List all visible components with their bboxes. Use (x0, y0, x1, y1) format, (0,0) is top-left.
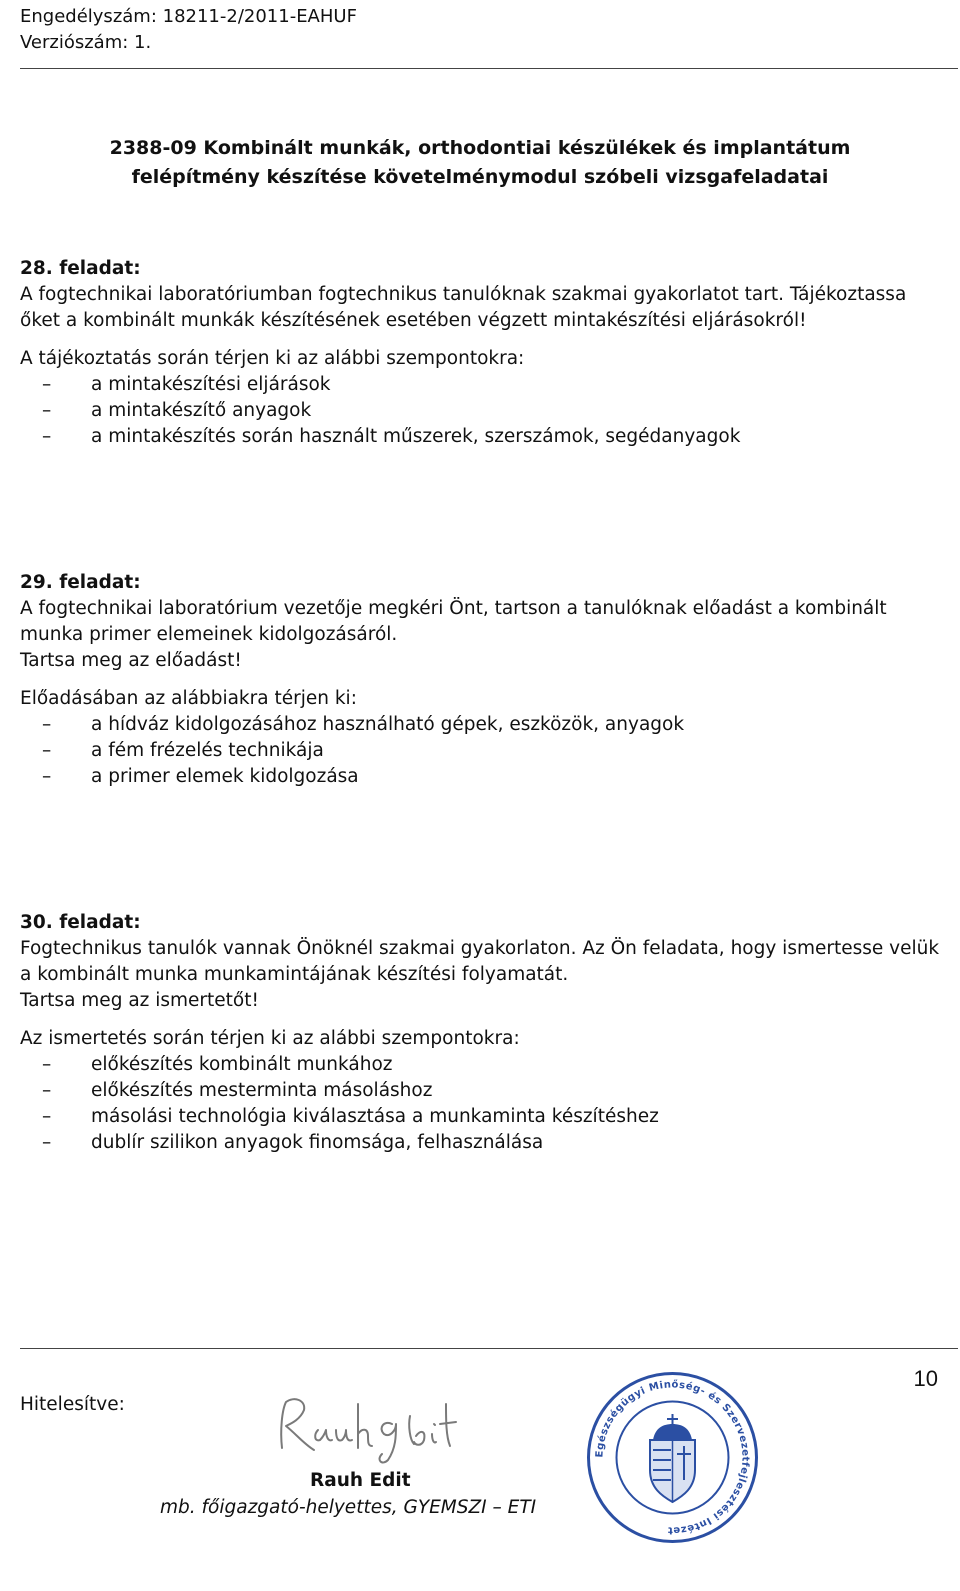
dash-bullet-icon: – (42, 1132, 52, 1153)
page-number: 10 (913, 1366, 938, 1391)
certified-label: Hitelesítve: (20, 1394, 125, 1415)
handwritten-signature (270, 1390, 480, 1470)
task-bullet-list (20, 712, 940, 790)
task-intro: Előadásában az alábbiakra térjen ki: (20, 688, 357, 709)
task-28 (20, 256, 940, 450)
list-item: – a primer elemek kidolgozása (20, 764, 940, 790)
title-line-1: 2388-09 Kombinált munkák, orthodontiai készülékek és implantátum (109, 137, 851, 159)
dash-bullet-icon: – (42, 1054, 52, 1075)
dash-bullet-icon: – (42, 1106, 52, 1127)
task-29 (20, 570, 940, 790)
task-intro: Az ismertetés során térjen ki az alábbi szempontokra: (20, 1028, 520, 1049)
task-bullet-list (20, 1052, 940, 1156)
task-instruction: Tartsa meg az ismertetőt! (20, 990, 259, 1011)
task-bullet-list (20, 372, 940, 450)
signer-title: mb. főigazgató-helyettes, GYEMSZI – ETI (160, 1497, 537, 1518)
title-line-2: felépítmény készítése követelménymodul szóbeli vizsgafeladatai (131, 166, 829, 188)
dash-bullet-icon: – (42, 400, 52, 421)
task-number: 30. feladat: (20, 912, 141, 933)
dash-bullet-icon: – (42, 426, 52, 447)
dash-bullet-icon: – (42, 740, 52, 761)
dash-bullet-icon: – (42, 374, 52, 395)
list-item: – a mintakészítés során használt műszerek, szerszámok, segédanyagok (20, 424, 940, 450)
list-item: – dublír szilikon anyagok finomsága, felhasználása (20, 1130, 940, 1156)
list-item: – a hídváz kidolgozásához használható gépek, eszközök, anyagok (20, 712, 940, 738)
list-item: – másolási technológia kiválasztása a munkaminta készítéshez (20, 1104, 940, 1130)
task-number: 28. feladat: (20, 258, 141, 279)
dash-bullet-icon: – (42, 766, 52, 787)
task-description: A fogtechnikai laboratórium vezetője megkéri Önt, tartson a tanulóknak előadást a kombinált munka primer elemeinek kidolgozásáról. (20, 598, 887, 645)
task-intro: A tájékoztatás során térjen ki az alábbi szempontokra: (20, 348, 525, 369)
task-instruction: Tartsa meg az előadást! (20, 650, 242, 671)
header-divider (20, 68, 958, 69)
version-number: Verziószám: 1. (20, 32, 152, 53)
document-title (0, 134, 960, 192)
list-item: – a mintakészítési eljárások (20, 372, 940, 398)
list-item: – előkészítés mesterminta másoláshoz (20, 1078, 940, 1104)
license-number: Engedélyszám: 18211-2/2011-EAHUF (20, 6, 357, 27)
task-30 (20, 910, 940, 1156)
list-item: – a mintakészítő anyagok (20, 398, 940, 424)
dash-bullet-icon: – (42, 714, 52, 735)
official-stamp-icon (585, 1370, 760, 1545)
list-item: – a fém frézelés technikája (20, 738, 940, 764)
svg-text:Egészségügyi Minőség- és Szerv: Egészségügyi Minőség- és Szervezetfejlesztési Intézet (594, 1379, 751, 1536)
task-description: Fogtechnikus tanulók vannak Önöknél szakmai gyakorlaton. Az Ön feladata, hogy ismertesse velük a kombinált munka munkamintájának készítési folyamatát. (20, 938, 940, 985)
document-header (20, 4, 357, 56)
footer-divider (20, 1348, 958, 1349)
task-description: A fogtechnikai laboratóriumban fogtechnikus tanulóknak szakmai gyakorlatot tart. Tájékoztassa őket a kombinált munkák készítésének esetében végzett mintakészítési eljárásokról! (20, 284, 907, 331)
list-item: – előkészítés kombinált munkához (20, 1052, 940, 1078)
dash-bullet-icon: – (42, 1080, 52, 1101)
signer-name: Rauh Edit (310, 1470, 411, 1491)
task-number: 29. feladat: (20, 572, 141, 593)
